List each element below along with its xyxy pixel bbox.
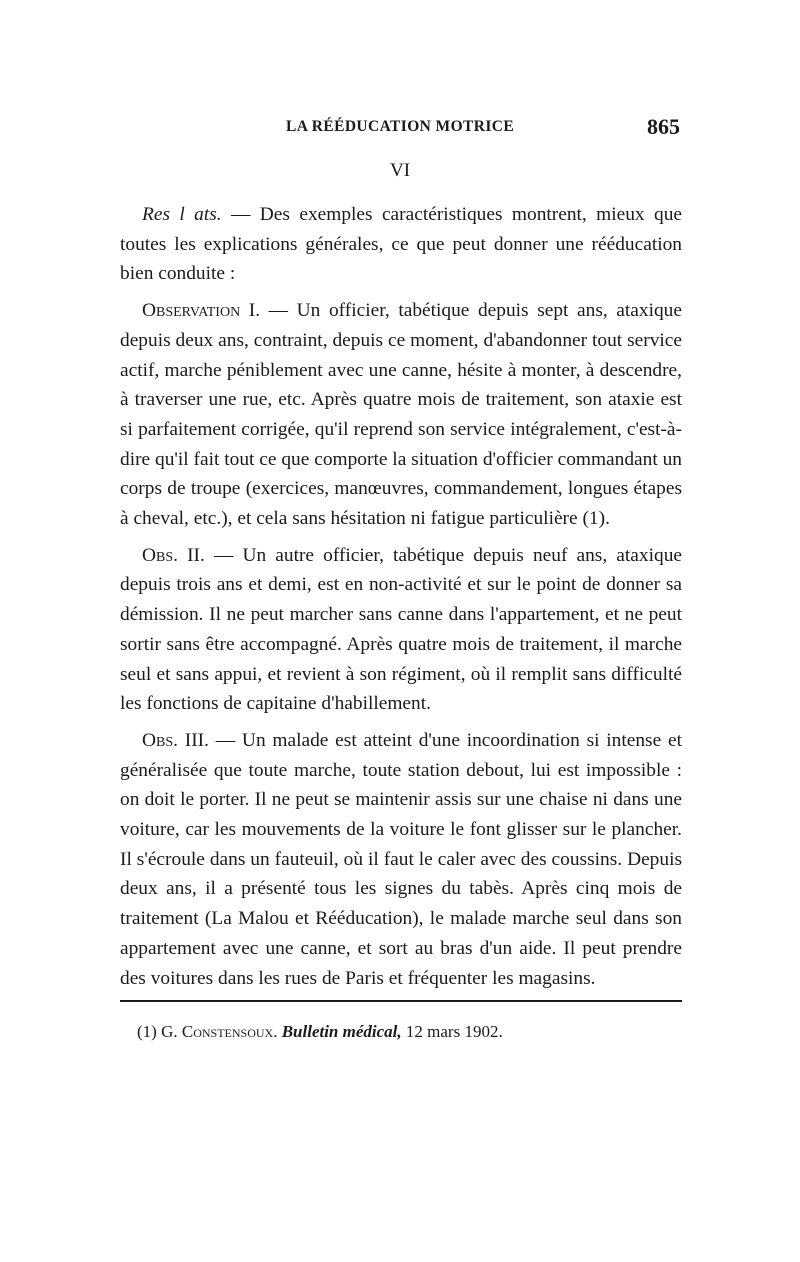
running-head bbox=[118, 116, 680, 142]
footnote-rule bbox=[120, 1000, 682, 1002]
observation-3-text: — Un malade est atteint d'une incoordination si intense et généralisée que toute marche, toute station debout, lui est impossible : on doit le porter. Il ne peut se maintenir assis sur une chaise ni dans une voiture, car les mouvements de la voiture le font glisser sur le plancher. Il s'écroule dans un fauteuil, où il faut le caler avec des coussins. Depuis deux ans, il a présenté tous les signes du tabès. Après cinq mois de traitement (La Malou et Rééducation), le malade marche seul dans son appartement avec une canne, et sort au bras d'un aide. Il peut prendre des voitures dans les rues de Paris et fréquenter les magasins. bbox=[120, 729, 682, 989]
page-number: 865 bbox=[647, 114, 680, 139]
footnote-author: G. Constensoux. bbox=[161, 1022, 278, 1041]
paragraph-observation-1 bbox=[120, 296, 682, 534]
footnote-date: 12 mars 1902. bbox=[401, 1022, 503, 1041]
footnote-journal: Bulletin médical, bbox=[281, 1022, 402, 1041]
paragraph-intro-lead: Res l ats. bbox=[142, 204, 222, 225]
footnote bbox=[137, 1020, 682, 1044]
observation-2-lead: Obs. II. bbox=[142, 544, 205, 566]
observation-2-text: — Un autre officier, tabétique depuis neuf ans, ataxique depuis trois ans et demi, est en non-activité et sur le point de donner sa démission. Il ne peut marcher sans canne dans l'appartement, et ne peut sortir sans être accompagné. Après quatre mois de traitement, il marche seul et sans appui, et revient à son régiment, où il remplit sans difficulté les fonctions de capitaine d'habillement. bbox=[120, 544, 682, 715]
observation-3-lead: Obs. III. bbox=[142, 729, 209, 751]
paragraph-intro-text: — Des exemples caractéristiques montrent, mieux que toutes les explications générales, ce que peut donner une rééducation bien conduite : bbox=[120, 204, 682, 285]
running-title: LA RÉÉDUCATION MOTRICE bbox=[286, 118, 515, 135]
section-number: VI bbox=[389, 160, 411, 181]
paragraph-intro bbox=[120, 200, 682, 289]
paragraph-observation-2 bbox=[120, 541, 682, 719]
observation-1-lead: Observation I. bbox=[142, 300, 261, 322]
paragraph-observation-3 bbox=[120, 726, 682, 993]
footnote-marker: (1) bbox=[137, 1022, 162, 1041]
observation-1-text: — Un officier, tabétique depuis sept ans, ataxique depuis deux ans, contraint, depuis ce moment, d'abandonner tout service actif, marche péniblement avec une canne, hésite à monter, à descendre, à traverser une rue, etc. Après quatre mois de traitement, son ataxie est si parfaitement corrigée, qu'il reprend son service intégralement, c'est-à-dire qu'il fait tout ce que comporte la situation d'officier commandant un corps de troupe (exercices, manœuvres, commandement, longues étapes à cheval, etc.), et cela sans hésitation ni fatigue particulière (1). bbox=[120, 300, 682, 530]
body-text bbox=[120, 200, 682, 993]
